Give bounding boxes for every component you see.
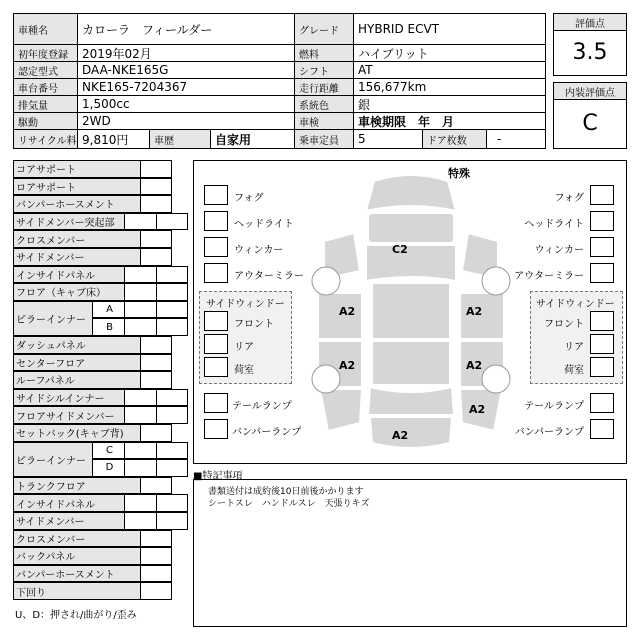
value-first-reg: 2019年02月 <box>77 44 295 62</box>
frame-item-row <box>13 266 125 284</box>
bumperlamp-right-label: バンパーランプ <box>514 427 584 438</box>
frame-check-box[interactable] <box>124 512 157 530</box>
notes-title: ■特記事項 <box>193 471 243 482</box>
window-cargo-right-label: 荷室 <box>564 365 584 376</box>
value-doors: - <box>486 129 546 149</box>
headlight-right-label: ヘッドライト <box>524 219 584 230</box>
evaluation-score-label: 評価点 <box>554 14 626 31</box>
taillamp-left-label: テールランプ <box>232 401 292 412</box>
frame-check-box[interactable] <box>156 266 188 284</box>
frame-item-label: ピラーインナー <box>16 314 86 326</box>
frame-item-row <box>13 283 125 301</box>
label-drive: 駆動 <box>13 112 78 130</box>
frame-check-box[interactable] <box>124 213 157 231</box>
frame-item-row <box>13 442 93 477</box>
frame-item-label: インサイドパネル <box>16 270 96 282</box>
frame-item-label: クロスメンバー <box>16 534 86 546</box>
frame-item-label: ルーフパネル <box>16 376 75 388</box>
side-window-left-title: サイドウィンドー <box>206 299 285 310</box>
headlight-left-label: ヘッドライト <box>234 219 294 230</box>
frame-check-box[interactable] <box>156 406 188 424</box>
special-label: 特殊 <box>448 167 470 180</box>
damage-rear-bumper: A2 <box>392 429 409 442</box>
mirror-right-label: アウターミラー <box>514 271 584 282</box>
car-body-diagram <box>194 161 628 465</box>
frame-item-label: ロアサポート <box>16 182 76 194</box>
frame-item-label: サイドメンバー突起部 <box>16 218 115 230</box>
frame-check-box[interactable] <box>124 318 157 336</box>
car-diagram-panel <box>193 160 627 464</box>
window-front-left-label: フロント <box>234 319 274 330</box>
frame-legend: U、D：押され/曲がり/歪み <box>15 610 137 621</box>
label-chassis: 車台番号 <box>13 78 78 96</box>
frame-sub-label: D <box>92 459 125 477</box>
frame-check-box[interactable] <box>140 354 172 372</box>
frame-check-box[interactable] <box>140 477 172 495</box>
frame-item-label: ダッシュパネル <box>16 341 86 353</box>
frame-check-box[interactable] <box>140 160 172 178</box>
fog-right-label: フォグ <box>554 193 584 204</box>
frame-check-box[interactable] <box>156 213 188 231</box>
frame-check-box[interactable] <box>140 547 172 565</box>
frame-check-box[interactable] <box>140 530 172 548</box>
frame-check-box[interactable] <box>124 301 157 319</box>
mirror-left-label: アウターミラー <box>234 271 304 282</box>
notes-line-2: シートスレ ハンドルスレ 天張りキズ <box>208 499 370 509</box>
value-recycle: 9,810円 <box>77 129 150 149</box>
frame-item-label: バンパーホースメント <box>16 200 115 212</box>
damage-left-rear-door: A2 <box>339 359 356 372</box>
frame-item-label: サイドメンバー <box>16 517 85 529</box>
frame-item-label: サイドシルインナー <box>16 394 105 406</box>
value-model: カローラ フィールダー <box>77 13 295 45</box>
frame-item-label: サイドメンバー <box>16 253 85 265</box>
label-grade: グレード <box>294 13 354 45</box>
frame-check-box[interactable] <box>140 336 172 354</box>
frame-item-label: コアサポート <box>16 165 76 177</box>
frame-check-box[interactable] <box>140 565 172 583</box>
frame-item-row <box>13 354 141 372</box>
frame-item-label: セットバック(キャブ背) <box>16 429 124 441</box>
vehicle-info-table <box>13 13 546 149</box>
window-cargo-left-label: 荷室 <box>234 365 254 376</box>
winker-right-label: ウィンカー <box>534 245 584 256</box>
frame-check-box[interactable] <box>156 442 188 460</box>
label-fuel: 燃料 <box>294 44 354 62</box>
frame-item-row <box>13 582 141 600</box>
frame-check-box[interactable] <box>156 318 188 336</box>
frame-check-box[interactable] <box>124 442 157 460</box>
frame-check-box[interactable] <box>140 248 172 266</box>
frame-check-box[interactable] <box>124 283 157 301</box>
frame-check-box[interactable] <box>156 494 188 512</box>
frame-check-box[interactable] <box>156 389 188 407</box>
frame-item-label: インサイドパネル <box>16 499 96 511</box>
frame-check-box[interactable] <box>156 512 188 530</box>
label-displacement: 排気量 <box>13 95 78 113</box>
interior-score-label: 内装評価点 <box>554 83 626 100</box>
frame-item-row <box>13 160 141 178</box>
damage-right-rear-door: A2 <box>466 359 483 372</box>
frame-item-row <box>13 512 125 530</box>
value-drive: 2WD <box>77 112 295 130</box>
frame-item-row <box>13 195 141 213</box>
frame-check-box[interactable] <box>140 178 172 196</box>
frame-item-label: 下回り <box>16 587 46 599</box>
side-window-right-title: サイドウィンドー <box>536 299 615 310</box>
frame-item-label: フロアサイドメンバー <box>16 411 115 423</box>
taillamp-right-label: テールランプ <box>524 401 584 412</box>
frame-item-row <box>13 301 93 336</box>
label-color: 系統色 <box>294 95 354 113</box>
frame-check-box[interactable] <box>124 406 157 424</box>
value-mileage: 156,677km <box>353 78 546 96</box>
frame-check-box[interactable] <box>140 195 172 213</box>
frame-check-box[interactable] <box>140 230 172 248</box>
damage-right-rear-fender: A2 <box>469 403 486 416</box>
label-model: 車種名 <box>13 13 78 45</box>
value-grade: HYBRID ECVT <box>353 13 546 45</box>
frame-item-label: バンパーホースメント <box>16 570 115 582</box>
window-rear-left-label: リア <box>234 342 254 353</box>
value-capacity: 5 <box>353 129 423 149</box>
frame-check-box[interactable] <box>124 459 157 477</box>
frame-item-label: トランクフロア <box>16 482 86 494</box>
window-rear-right-label: リア <box>564 342 584 353</box>
fog-left-label: フォグ <box>234 193 264 204</box>
frame-item-label: フロア（キャブ床） <box>16 288 106 300</box>
label-mileage: 走行距離 <box>294 78 354 96</box>
label-first-reg: 初年度登録 <box>13 44 78 62</box>
frame-check-box[interactable] <box>140 582 172 600</box>
evaluation-score-value: 3.5 <box>572 40 608 65</box>
frame-item-label: クロスメンバー <box>16 235 86 247</box>
frame-item-row <box>13 371 141 389</box>
value-chassis: NKE165-7204367 <box>77 78 295 96</box>
frame-item-row <box>13 406 125 424</box>
notes-line-1: 書類送付は成約後10日前後かかります <box>208 487 364 497</box>
damage-left-front-door: A2 <box>339 305 356 318</box>
frame-check-box[interactable] <box>156 459 188 477</box>
frame-item-label: センターフロア <box>16 358 86 370</box>
value-model-code: DAA-NKE165G <box>77 61 295 79</box>
frame-item-row <box>13 178 141 196</box>
label-history: 車歴 <box>149 129 211 149</box>
window-front-right-label: フロント <box>544 319 584 330</box>
label-inspection: 車検 <box>294 112 354 130</box>
interior-score-value: C <box>582 111 598 136</box>
frame-check-box[interactable] <box>156 301 188 319</box>
label-capacity: 乗車定員 <box>294 129 354 149</box>
frame-check-box[interactable] <box>156 283 188 301</box>
bumperlamp-left-label: バンパーランプ <box>232 427 302 438</box>
value-history: 自家用 <box>210 129 295 149</box>
frame-item-row <box>13 494 125 512</box>
value-inspection: 車検期限 年 月 <box>353 112 546 130</box>
value-displacement: 1,500cc <box>77 95 295 113</box>
frame-item-row <box>13 477 141 495</box>
value-color: 銀 <box>353 95 546 113</box>
frame-item-row <box>13 336 141 354</box>
frame-item-row <box>13 230 141 248</box>
label-model-code: 認定型式 <box>13 61 78 79</box>
interior-score-box <box>553 82 627 149</box>
frame-sub-label: B <box>92 318 125 336</box>
frame-check-box[interactable] <box>140 371 172 389</box>
label-doors: ドア枚数 <box>422 129 487 149</box>
frame-sub-label: C <box>92 442 125 460</box>
frame-check-box[interactable] <box>140 424 172 442</box>
damage-hood: C2 <box>392 243 408 256</box>
frame-item-row <box>13 424 141 442</box>
frame-item-row <box>13 213 125 231</box>
frame-check-box[interactable] <box>124 389 157 407</box>
evaluation-score-box <box>553 13 627 76</box>
frame-checklist <box>13 160 188 599</box>
notes-box <box>193 479 627 627</box>
frame-item-label: ピラーインナー <box>16 455 86 467</box>
frame-item-row <box>13 248 141 266</box>
damage-right-front-door: A2 <box>466 305 483 318</box>
frame-check-box[interactable] <box>124 494 157 512</box>
label-shift: シフト <box>294 61 354 79</box>
frame-sub-label: A <box>92 301 125 319</box>
value-shift: AT <box>353 61 546 79</box>
frame-item-row <box>13 547 141 565</box>
frame-item-row <box>13 389 125 407</box>
value-fuel: ハイブリット <box>353 44 546 62</box>
frame-item-row <box>13 530 141 548</box>
label-recycle: リサイクル料 <box>13 129 78 149</box>
winker-left-label: ウィンカー <box>234 245 284 256</box>
frame-item-label: バックパネル <box>16 552 76 564</box>
frame-check-box[interactable] <box>124 266 157 284</box>
frame-item-row <box>13 565 141 583</box>
